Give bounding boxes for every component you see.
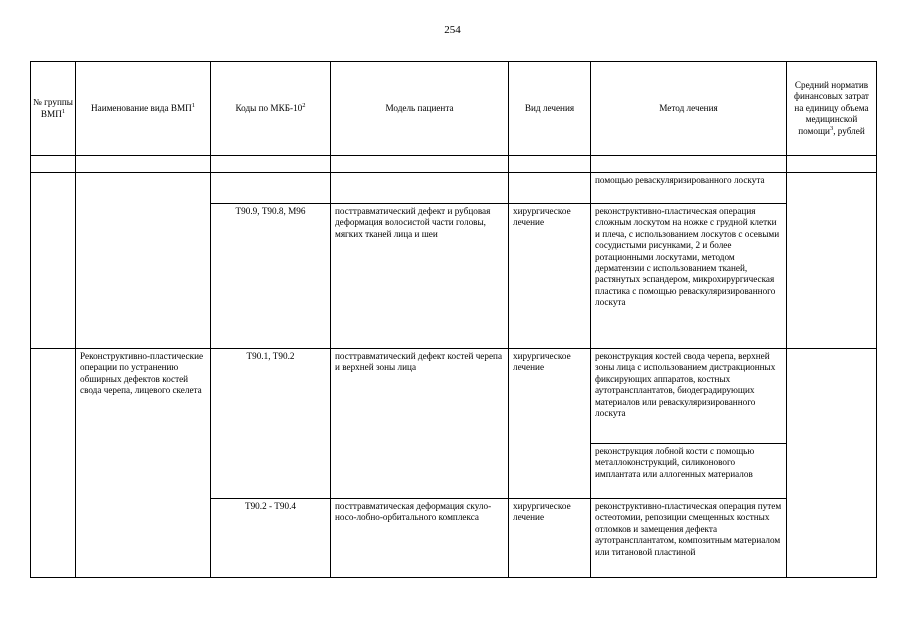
blank-cell (211, 156, 331, 173)
cost-norm-cell (787, 173, 877, 349)
table-row (31, 173, 877, 204)
vmp-table (30, 61, 877, 578)
header-cost-norm: Средний норматив финансовых затрат на единицу объема медицинской помощи$^3$, рублей (787, 62, 877, 156)
header-icd-codes: Коды по МКБ-$10^2$ (211, 62, 331, 156)
treatment-type-cell (509, 173, 591, 204)
patient-model-cell: посттравматический дефект костей черепа и верхней зоны лица (331, 349, 509, 499)
icd-codes-cell (211, 173, 331, 204)
treatment-method-cell: реконструктивно-пластическая операция сложным лоскутом на ножке с грудной клетки и плеча, с использованием лоскутов с осевыми сосудистыми рисунками, 2 и более ротационными лоскутами, методом дерматензии с использованием тканей, растянутых эспандером, микрохирургическая пластика с помощью реваскуляризированного лоскута (591, 204, 787, 349)
icd-codes-cell: Т90.9, Т90.8, M96 (211, 204, 331, 349)
treatment-type-cell: хирургическое лечение (509, 499, 591, 578)
header-vmp-name: Наименование вида ВМП$^1$ (76, 62, 211, 156)
treatment-method-cell: помощью реваскуляризированного лоскута (591, 173, 787, 204)
header-treatment-method: Метод лечения (591, 62, 787, 156)
patient-model-cell: посттравматическая деформация скуло-носо-лобно-орбитального комплекса (331, 499, 509, 578)
table-header-row (31, 62, 877, 156)
treatment-type-cell: хирургическое лечение (509, 349, 591, 499)
patient-model-cell (331, 173, 509, 204)
header-group-no: № группы ВМП$^1$ (31, 62, 76, 156)
header-patient-model: Модель пациента (331, 62, 509, 156)
blank-cell (787, 156, 877, 173)
patient-model-cell: посттравматический дефект и рубцовая деформация волосистой части головы, мягких тканей лица и шеи (331, 204, 509, 349)
vmp-name-cell (76, 173, 211, 349)
vmp-name-cell: Реконструктивно-пластические операции по устранению обширных дефектов костей свода черепа, лицевого скелета (76, 349, 211, 578)
table-row (31, 349, 877, 444)
blank-cell (31, 156, 76, 173)
treatment-method-cell: реконструктивно-пластическая операция путем остеотомии, репозиции смещенных костных отломков и замещения дефекта аутотрансплантатом, композитным материалом или титановой пластиной (591, 499, 787, 578)
cost-norm-cell (787, 349, 877, 578)
icd-codes-cell: Т90.1, Т90.2 (211, 349, 331, 499)
group-no-cell (31, 349, 76, 578)
blank-cell (591, 156, 787, 173)
blank-cell (331, 156, 509, 173)
group-no-cell (31, 173, 76, 349)
page-number: 254 (444, 24, 461, 36)
table-blank-row (31, 156, 877, 173)
blank-cell (509, 156, 591, 173)
treatment-method-cell: реконструкция костей свода черепа, верхней зоны лица с использованием дистракционных фиксирующих аппаратов, костных аутотрансплантатов, биодеградирующих материалов или реваскуляризированного лоскута (591, 349, 787, 444)
blank-cell (76, 156, 211, 173)
treatment-type-cell: хирургическое лечение (509, 204, 591, 349)
icd-codes-cell: Т90.2 - Т90.4 (211, 499, 331, 578)
treatment-method-cell: реконструкция лобной кости с помощью металлоконструкций, силиконового имплантата или аллогенных материалов (591, 444, 787, 499)
header-treatment-type: Вид лечения (509, 62, 591, 156)
